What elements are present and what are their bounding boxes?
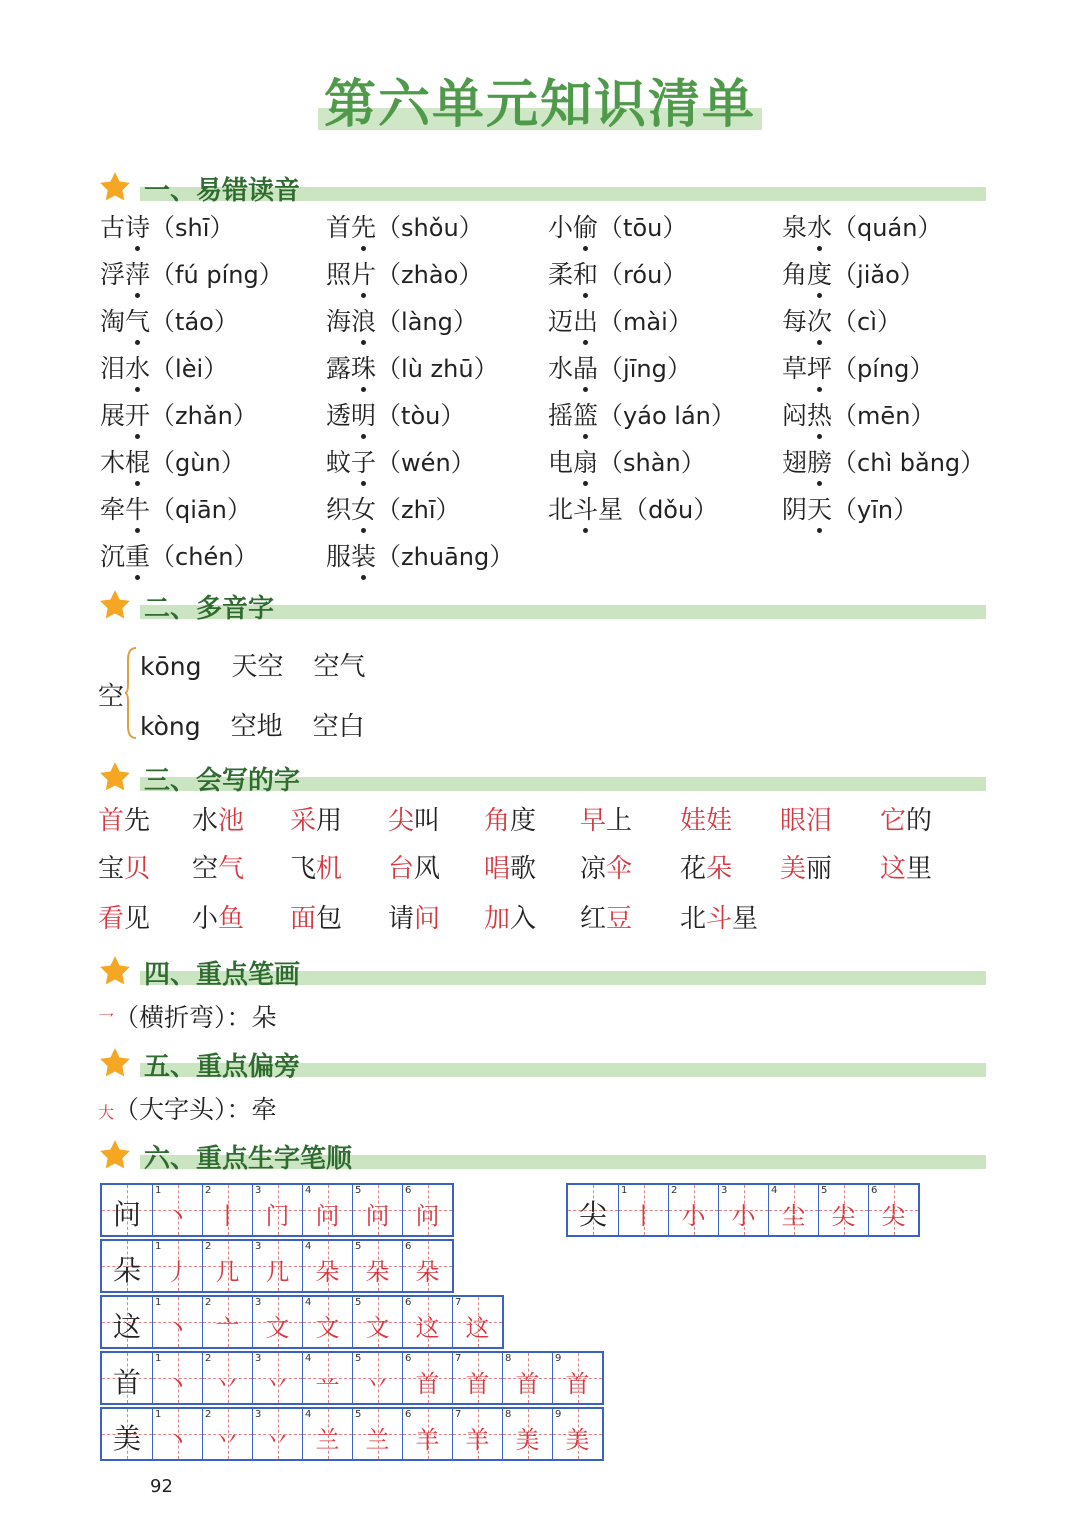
pronunciation-item: 泉水（quán） — [782, 208, 942, 244]
stroke-point: 乛（横折弯）：朵 — [98, 1003, 277, 1032]
grid-cell: 4 问 — [302, 1185, 352, 1235]
pronunciation-item: 蚊子（wén） — [326, 443, 476, 479]
writing-word: 红豆 — [580, 904, 633, 934]
grid-cell: 5 问 — [352, 1185, 402, 1235]
pronunciation-item: 服装（zhuāng） — [326, 537, 514, 573]
pronunciation-item: 水晶（jīng） — [548, 349, 692, 385]
pronunciation-item: 每次（cì） — [782, 302, 902, 338]
writing-word: 面包 — [290, 904, 343, 934]
grid-cell: 6 尖 — [868, 1185, 918, 1235]
pronunciation-item: 迈出（mài） — [548, 302, 693, 338]
grid-cell: 7 羊 — [452, 1409, 502, 1459]
grid-cell: 4 尘 — [768, 1185, 818, 1235]
writing-word: 空气 — [192, 854, 245, 884]
writing-word: 凉伞 — [580, 854, 633, 884]
grid-cell: 5 文 — [352, 1297, 402, 1347]
grid-cell: 6 问 — [402, 1185, 452, 1235]
grid-cell: 2 丨 — [202, 1185, 252, 1235]
pronunciation-item: 泪水（lèi） — [100, 349, 228, 385]
brace-icon — [124, 646, 138, 740]
stroke-order-grid — [100, 1351, 604, 1405]
grid-cell: 3 文 — [252, 1297, 302, 1347]
grid-cell: 4 䒑 — [302, 1353, 352, 1403]
grid-cell: 5 朵 — [352, 1241, 402, 1291]
writing-word: 宝贝 — [98, 854, 151, 884]
grid-cell: 3 丷 — [252, 1353, 302, 1403]
grid-cell: 4 文 — [302, 1297, 352, 1347]
grid-cell: 5 兰 — [352, 1409, 402, 1459]
writing-word: 小鱼 — [192, 904, 245, 934]
writing-word: 台风 — [388, 854, 441, 884]
grid-cell: 问 — [102, 1185, 152, 1235]
grid-cell: 3 小 — [718, 1185, 768, 1235]
pronunciation-item: 闷热（mēn） — [782, 396, 935, 432]
grid-cell: 7 首 — [452, 1353, 502, 1403]
grid-cell: 3 几 — [252, 1241, 302, 1291]
star-icon — [98, 1046, 132, 1080]
pronunciation-item: 摇篮（yáo lán） — [548, 396, 736, 432]
writing-word: 加入 — [484, 904, 537, 934]
writing-word: 请问 — [388, 904, 441, 934]
writing-word: 唱歌 — [484, 854, 537, 884]
pronunciation-item: 草坪（píng） — [782, 349, 934, 385]
grid-cell: 朵 — [102, 1241, 152, 1291]
grid-cell: 6 这 — [402, 1297, 452, 1347]
writing-word: 这里 — [880, 854, 933, 884]
writing-word: 它的 — [880, 806, 933, 836]
writing-word: 水池 — [192, 806, 245, 836]
writing-word: 首先 — [98, 806, 151, 836]
writing-word: 采用 — [290, 806, 343, 836]
grid-cell: 6 羊 — [402, 1409, 452, 1459]
grid-cell: 9 美 — [552, 1409, 602, 1459]
pronunciation-item: 沉重（chén） — [100, 537, 258, 573]
page-title: 第六单元知识清单 — [0, 62, 1080, 137]
grid-cell: 6 朵 — [402, 1241, 452, 1291]
grid-cell: 5 尖 — [818, 1185, 868, 1235]
section-header-polyphone: 二、多音字 — [98, 588, 986, 628]
grid-cell: 2 小 — [668, 1185, 718, 1235]
pronunciation-item: 首先（shǒu） — [326, 208, 484, 244]
section-header-strokes: 四、重点笔画 — [98, 954, 986, 994]
grid-cell: 2 丷 — [202, 1353, 252, 1403]
pronunciation-item: 牵牛（qiān） — [100, 490, 252, 526]
grid-cell: 1 丶 — [152, 1353, 202, 1403]
grid-cell: 8 美 — [502, 1409, 552, 1459]
pronunciation-item: 海浪（làng） — [326, 302, 478, 338]
grid-cell: 2 几 — [202, 1241, 252, 1291]
grid-cell: 3 丷 — [252, 1409, 302, 1459]
grid-cell: 美 — [102, 1409, 152, 1459]
writing-word: 早上 — [580, 806, 633, 836]
star-icon — [98, 1138, 132, 1172]
pronunciation-item: 电扇（shàn） — [548, 443, 706, 479]
star-icon — [98, 170, 132, 204]
polyphone-row-2: kòng 空地 空白 — [140, 712, 365, 742]
grid-cell: 9 首 — [552, 1353, 602, 1403]
pronunciation-item: 小偷（tōu） — [548, 208, 687, 244]
pronunciation-item: 照片（zhào） — [326, 255, 483, 291]
grid-cell: 1 丶 — [152, 1409, 202, 1459]
pronunciation-item: 淘气（táo） — [100, 302, 239, 338]
stroke-order-grid — [566, 1183, 920, 1237]
writing-word: 尖叫 — [388, 806, 441, 836]
pronunciation-item: 透明（tòu） — [326, 396, 465, 432]
grid-cell: 1 丶 — [152, 1297, 202, 1347]
star-icon — [98, 588, 132, 622]
radical-point: 大（大字头）：牵 — [98, 1095, 277, 1124]
grid-cell: 7 这 — [452, 1297, 502, 1347]
grid-cell: 4 兰 — [302, 1409, 352, 1459]
writing-word: 飞机 — [290, 854, 343, 884]
writing-word: 北斗星 — [680, 904, 759, 934]
grid-cell: 1 丿 — [152, 1241, 202, 1291]
grid-cell: 6 首 — [402, 1353, 452, 1403]
grid-cell: 2 亠 — [202, 1297, 252, 1347]
pronunciation-item: 织女（zhī） — [326, 490, 461, 526]
pronunciation-item: 柔和（róu） — [548, 255, 687, 291]
star-icon — [98, 954, 132, 988]
writing-word: 角度 — [484, 806, 537, 836]
pronunciation-item: 浮萍（fú píng） — [100, 255, 284, 291]
pronunciation-item: 古诗（shī） — [100, 208, 234, 244]
stroke-order-grid — [100, 1295, 504, 1349]
writing-word: 眼泪 — [780, 806, 833, 836]
pronunciation-item: 翅膀（chì bǎng） — [782, 443, 985, 479]
grid-cell: 4 朵 — [302, 1241, 352, 1291]
pronunciation-item: 木棍（gùn） — [100, 443, 246, 479]
pronunciation-item: 阴天（yīn） — [782, 490, 918, 526]
grid-cell: 1 丶 — [152, 1185, 202, 1235]
page-number: 92 — [150, 1476, 173, 1497]
star-icon — [98, 760, 132, 794]
section-header-readings: 一、易错读音 — [98, 170, 986, 210]
stroke-order-grid — [100, 1183, 454, 1237]
stroke-order-grid — [100, 1407, 604, 1461]
writing-word: 看见 — [98, 904, 151, 934]
grid-cell: 2 丷 — [202, 1409, 252, 1459]
stroke-order-grid — [100, 1239, 454, 1293]
grid-cell: 这 — [102, 1297, 152, 1347]
grid-cell: 3 门 — [252, 1185, 302, 1235]
section-header-stroke-order: 六、重点生字笔顺 — [98, 1138, 986, 1178]
writing-word: 花朵 — [680, 854, 733, 884]
writing-word: 娃娃 — [680, 806, 733, 836]
writing-word: 美丽 — [780, 854, 833, 884]
pronunciation-item: 北斗星（dǒu） — [548, 490, 718, 526]
pronunciation-item: 角度（jiǎo） — [782, 255, 925, 291]
grid-cell: 5 丷 — [352, 1353, 402, 1403]
grid-cell: 尖 — [568, 1185, 618, 1235]
polyphone-row-1: kōng 天空 空气 — [140, 652, 366, 682]
grid-cell: 1 丨 — [618, 1185, 668, 1235]
section-header-radicals: 五、重点偏旁 — [98, 1046, 986, 1086]
grid-cell: 8 首 — [502, 1353, 552, 1403]
polyphone-char: 空 — [98, 682, 125, 712]
section-header-writing: 三、会写的字 — [98, 760, 986, 800]
pronunciation-item: 露珠（lù zhū） — [326, 349, 499, 385]
grid-cell: 首 — [102, 1353, 152, 1403]
pronunciation-item: 展开（zhǎn） — [100, 396, 258, 432]
